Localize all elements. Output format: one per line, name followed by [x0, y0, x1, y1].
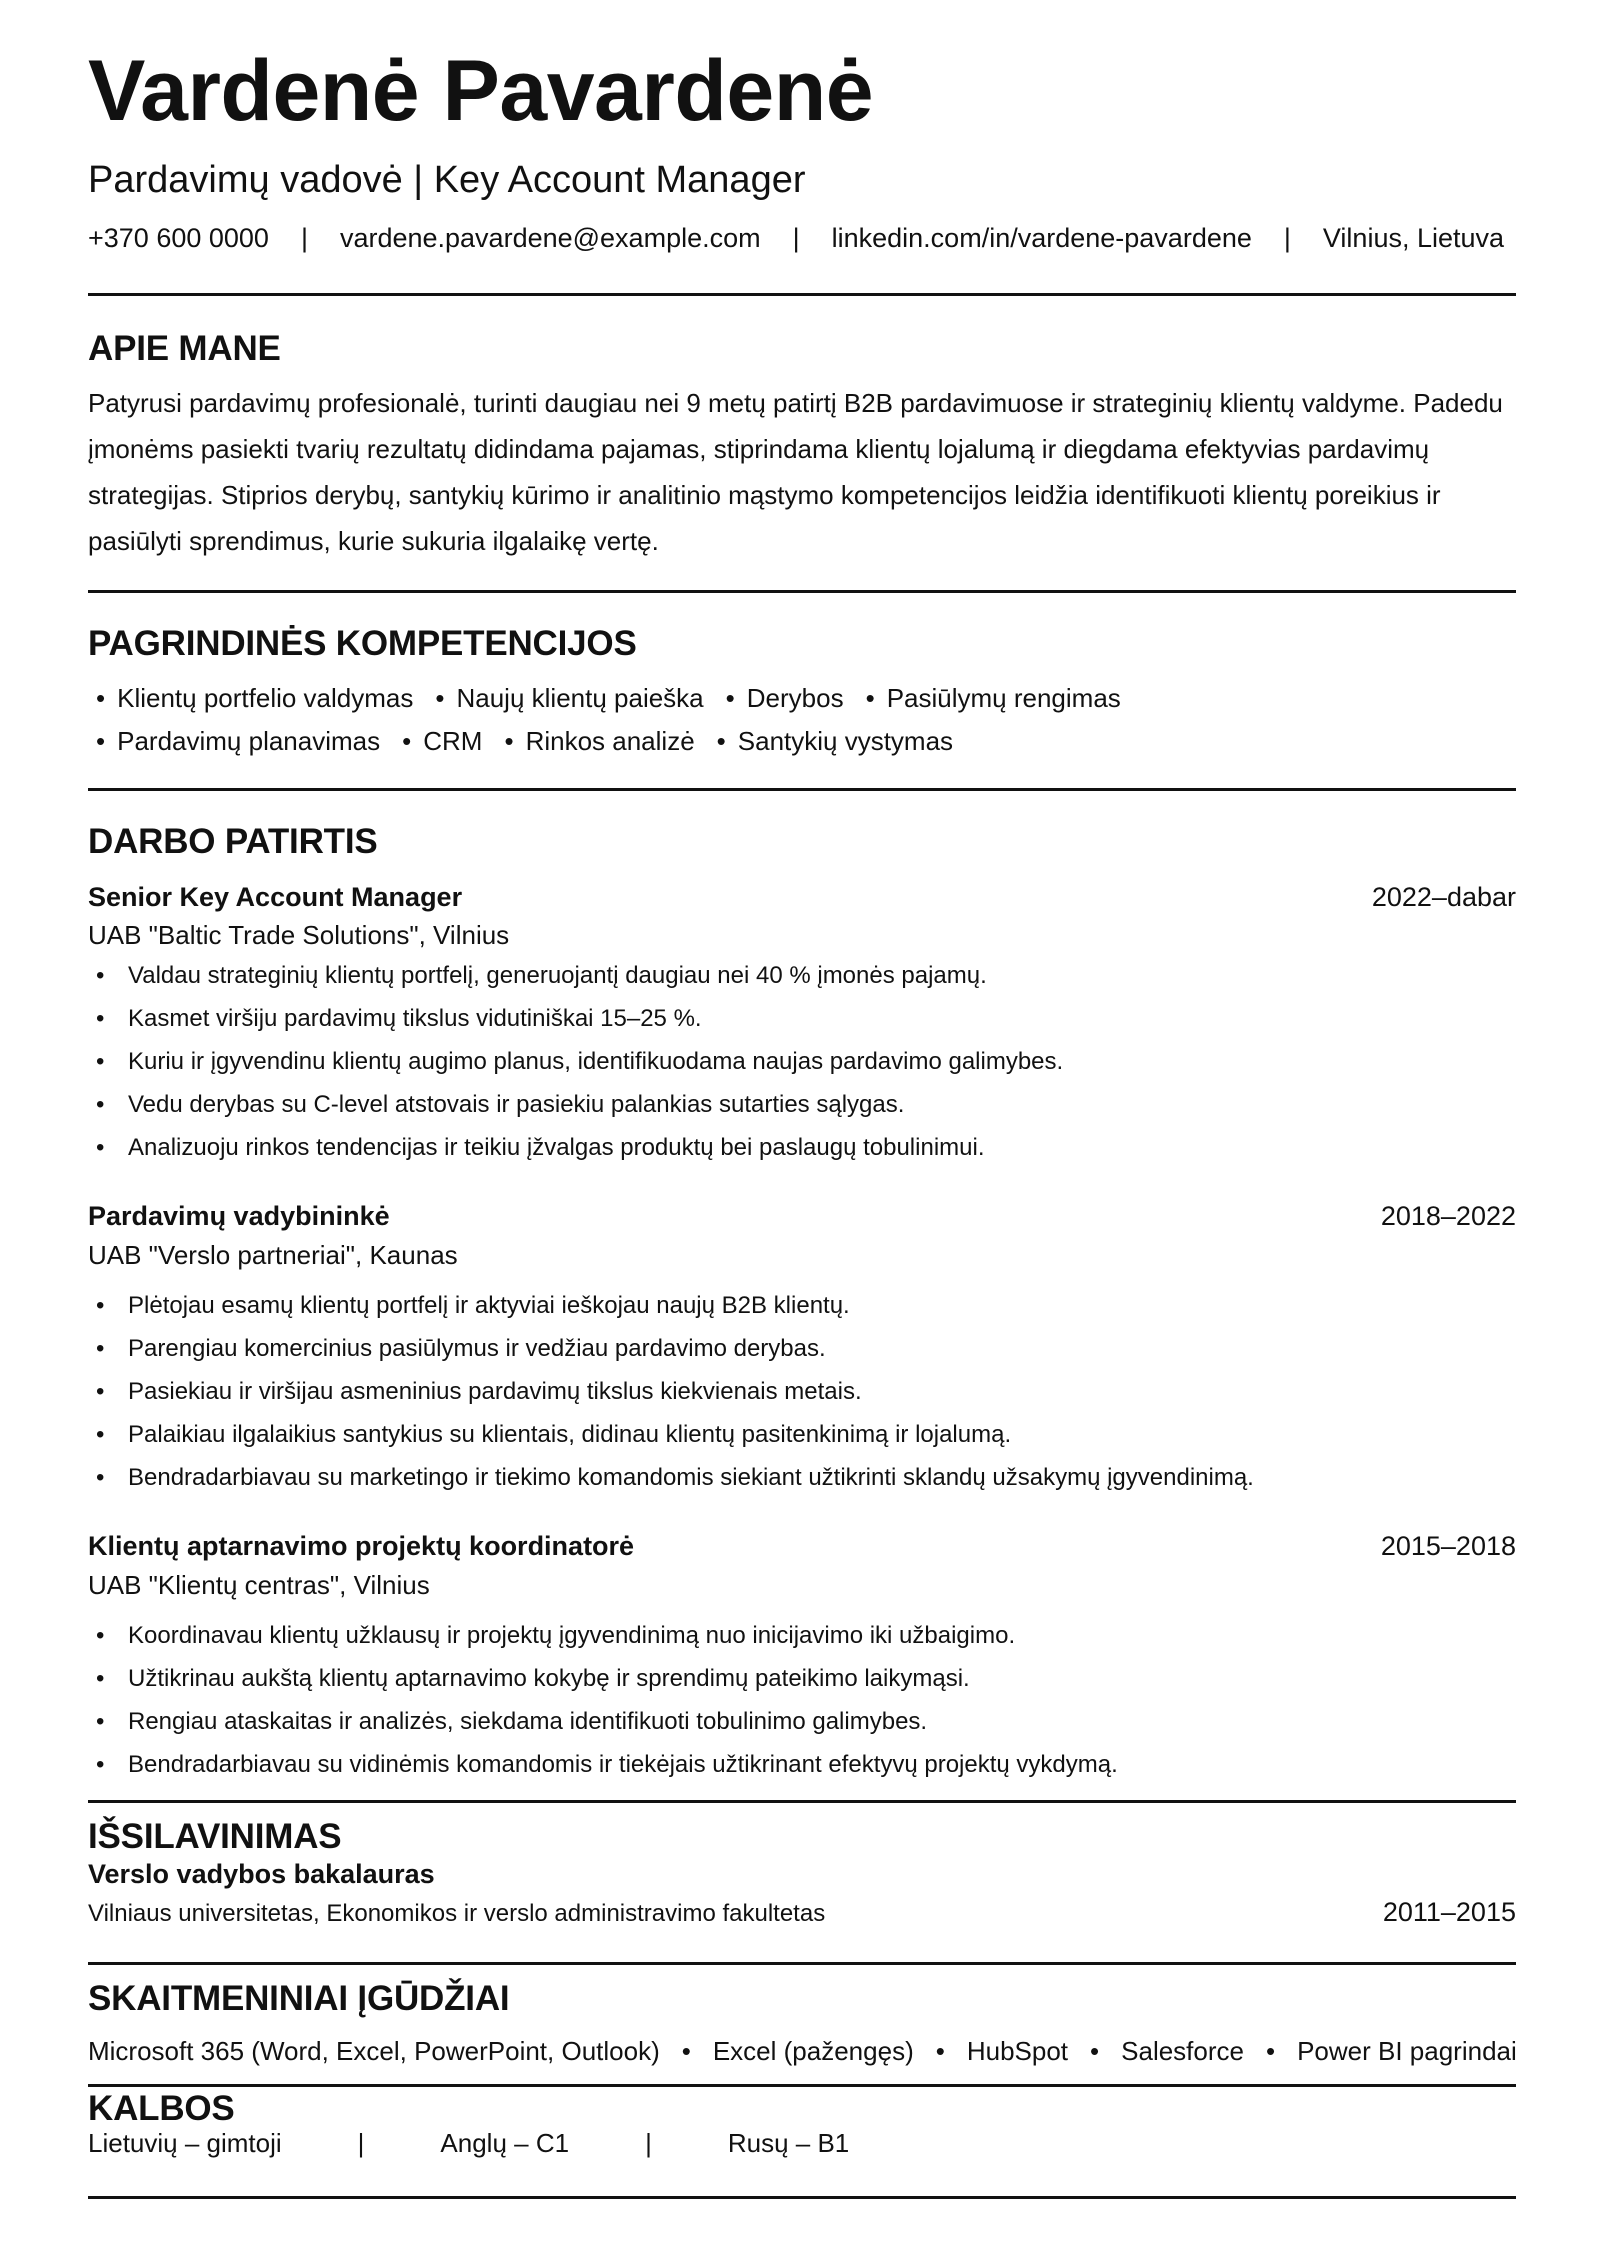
competency-item: • Naujų klientų paieška — [435, 683, 703, 714]
contact-separator: | — [1283, 223, 1291, 253]
job-company: UAB "Baltic Trade Solutions", Vilnius — [88, 920, 510, 950]
language-separator: | — [357, 2128, 365, 2158]
skill-item: Power BI pagrindai — [1297, 2036, 1517, 2066]
competency-item: • Derybos — [726, 683, 844, 714]
digital-skills-heading: SKAITMENINIAI ĮGŪDŽIAI — [88, 1979, 510, 2018]
job-dates: 2018–2022 — [1380, 1201, 1516, 1231]
contact-email: vardene.pavardene@example.com — [339, 223, 761, 253]
job-company: UAB "Verslo partneriai", Kaunas — [88, 1240, 458, 1270]
competencies-row-2 — [96, 726, 975, 757]
contact-separator: | — [792, 223, 800, 253]
job-title: Pardavimų vadybininkė — [88, 1201, 390, 1231]
competency-item: • Pasiūlymų rengimas — [866, 683, 1121, 714]
list-item: • Kuriu ir įgyvendinu klientų augimo planus, identifikuodama naujas pardavimo galimybes. — [88, 1040, 1063, 1083]
job-dates: 2022–dabar — [1371, 882, 1516, 912]
about-heading: APIE MANE — [88, 329, 281, 368]
competency-item: • CRM — [402, 726, 482, 757]
skill-separator: • — [935, 2036, 945, 2066]
contact-linkedin: linkedin.com/in/vardene-pavardene — [831, 223, 1252, 253]
education-dates: 2011–2015 — [1382, 1897, 1516, 1927]
job-bullets — [88, 954, 1063, 1169]
list-item: • Valdau strateginių klientų portfelį, generuojantį daugiau nei 40 % įmonės pajamų. — [88, 954, 1063, 997]
section-divider — [88, 293, 1516, 296]
job-bullets — [88, 1284, 1254, 1499]
languages-row — [88, 2128, 849, 2159]
full-name: Vardenė Pavardenė — [88, 43, 874, 139]
language-item: Anglų – C1 — [440, 2128, 570, 2158]
list-item: • Palaikiau ilgalaikius santykius su klientais, didinau klientų pasitenkinimą ir lojalumą. — [88, 1413, 1254, 1456]
contact-phone: +370 600 0000 — [88, 223, 269, 253]
section-divider — [88, 1800, 1516, 1803]
section-divider — [88, 2196, 1516, 2199]
competency-item: • Pardavimų planavimas — [96, 726, 380, 757]
job-dates: 2015–2018 — [1380, 1531, 1516, 1561]
education-degree: Verslo vadybos bakalauras — [88, 1859, 435, 1889]
contact-line — [88, 222, 1504, 254]
experience-heading: DARBO PATIRTIS — [88, 822, 378, 861]
job-bullets — [88, 1614, 1118, 1786]
competency-item: • Rinkos analizė — [504, 726, 694, 757]
language-item: Lietuvių – gimtoji — [88, 2128, 282, 2158]
skill-separator: • — [1090, 2036, 1100, 2066]
competencies-heading: PAGRINDINĖS KOMPETENCIJOS — [88, 624, 637, 663]
digital-skills-row — [88, 2036, 1517, 2067]
languages-heading: KALBOS — [88, 2089, 235, 2128]
list-item: • Bendradarbiavau su vidinėmis komandomis ir tiekėjais užtikrinant efektyvų projektų vykdymą. — [88, 1743, 1118, 1786]
section-divider — [88, 590, 1516, 593]
job-company: UAB "Klientų centras", Vilnius — [88, 1570, 430, 1600]
list-item: • Užtikrinau aukštą klientų aptarnavimo kokybę ir sprendimų pateikimo laikymąsi. — [88, 1657, 1118, 1700]
list-item: • Plėtojau esamų klientų portfelį ir aktyviai ieškojau naujų B2B klientų. — [88, 1284, 1254, 1327]
list-item: • Kasmet viršiju pardavimų tikslus vidutiniškai 15–25 %. — [88, 997, 1063, 1040]
language-item: Rusų – B1 — [727, 2128, 850, 2158]
education-school: Vilniaus universitetas, Ekonomikos ir verslo administravimo fakultetas — [88, 1900, 826, 1927]
section-divider — [88, 788, 1516, 791]
list-item: • Vedu derybas su C-level atstovais ir pasiekiu palankias sutarties sąlygas. — [88, 1083, 1063, 1126]
education-heading: IŠSILAVINIMAS — [88, 1817, 342, 1856]
list-item: • Rengiau ataskaitas ir analizės, siekdama identifikuoti tobulinimo galimybes. — [88, 1700, 1118, 1743]
skill-separator: • — [1265, 2036, 1276, 2066]
language-separator: | — [645, 2128, 652, 2158]
competency-item: • Santykių vystymas — [717, 726, 953, 757]
section-divider — [88, 1962, 1516, 1965]
list-item: • Parengiau komercinius pasiūlymus ir vedžiau pardavimo derybas. — [88, 1327, 1254, 1370]
competencies-row-1 — [96, 683, 1143, 714]
contact-separator: | — [300, 223, 308, 253]
job-title: Senior Key Account Manager — [88, 882, 463, 912]
job-headline: Pardavimų vadovė | Key Account Manager — [88, 159, 806, 201]
list-item: • Bendradarbiavau su marketingo ir tiekimo komandomis siekiant užtikrinti sklandų užsakymų įgyvendinimą. — [88, 1456, 1254, 1499]
skill-item: Microsoft 365 (Word, Excel, PowerPoint, Outlook) — [88, 2036, 660, 2066]
skill-item: Salesforce — [1121, 2036, 1244, 2066]
list-item: • Koordinavau klientų užklausų ir projektų įgyvendinimą nuo inicijavimo iki užbaigimo. — [88, 1614, 1118, 1657]
competency-item: • Klientų portfelio valdymas — [96, 683, 413, 714]
skill-item: Excel (pažengęs) — [712, 2036, 914, 2066]
contact-location: Vilnius, Lietuva — [1322, 223, 1505, 253]
list-item: • Analizuoju rinkos tendencijas ir teikiu įžvalgas produktų bei paslaugų tobulinimui. — [88, 1126, 1063, 1169]
skill-separator: • — [681, 2036, 691, 2066]
job-title: Klientų aptarnavimo projektų koordinatorė — [88, 1531, 635, 1561]
about-text: Patyrusi pardavimų profesionalė, turinti daugiau nei 9 metų patirtį B2B pardavimuose ir strateginių klientų valdyme. Padedu įmonėms pasiekti tvarių rezultatų didindama pajamas, stiprindama klientų lojalumą ir diegdama efektyvias pardavimų strategijas. Stiprios derybų, santykių kūrimo ir analitinio mąstymo kompetencijos leidžia identifikuoti klientų poreikius ir pasiūlyti sprendimus, kurie sukuria ilgalaikę vertę. — [88, 388, 1503, 556]
section-divider — [88, 2084, 1516, 2087]
skill-item: HubSpot — [966, 2036, 1069, 2066]
list-item: • Pasiekiau ir viršijau asmeninius pardavimų tikslus kiekvienais metais. — [88, 1370, 1254, 1413]
